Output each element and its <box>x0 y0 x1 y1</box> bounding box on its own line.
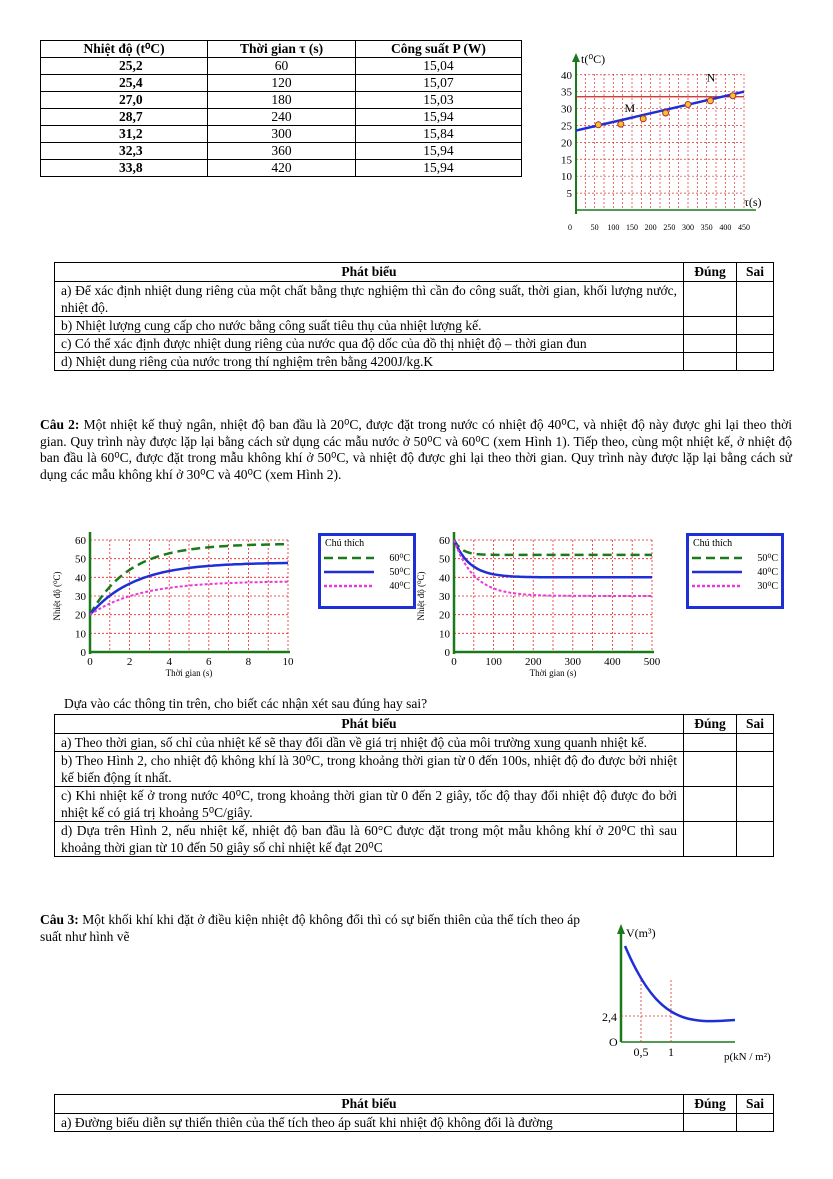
answer-false-cell[interactable] <box>737 282 774 317</box>
table-row <box>55 353 774 371</box>
cell-power: 15,94 <box>355 109 521 126</box>
question-3-text: Một khối khí khi đặt ở điều kiện nhiệt độ không đổi thì có sự biến thiên của thể tích theo áp suất như hình vẽ <box>40 912 580 944</box>
x-tick-label: 450 <box>738 223 750 232</box>
y-tick-label: 30 <box>75 591 86 603</box>
annotation-n: N <box>706 70 716 85</box>
y-axis-label: Nhiệt độ (⁰C) <box>416 571 426 621</box>
question-3 <box>40 912 580 945</box>
answer-true-cell[interactable] <box>684 282 737 317</box>
y-tick-label: 30 <box>561 103 572 116</box>
cell-power: 15,84 <box>355 126 521 143</box>
question-2 <box>40 417 792 483</box>
x-tick-label: 400 <box>719 223 732 232</box>
annotation-m: M <box>624 100 636 115</box>
table-row <box>55 1114 774 1132</box>
table-row <box>41 126 522 143</box>
y-tick-label: 20 <box>561 137 572 150</box>
legend-swatch <box>324 554 374 562</box>
x-tick-label: 200 <box>524 656 542 668</box>
statement-c: c) Có thể xác định được nhiệt dung riêng của nước qua độ dốc của đồ thị nhiệt độ – thời gian đun <box>55 335 684 353</box>
y-tick-label: 2,4 <box>602 1010 617 1024</box>
legend-swatch <box>692 554 742 562</box>
legend-item <box>689 551 781 565</box>
legend-label: 50⁰C <box>757 552 778 564</box>
x-tick-label: 350 <box>700 223 713 232</box>
answer-true-cell[interactable] <box>684 734 737 752</box>
x-axis-label: Thời gian (s) <box>165 668 213 678</box>
cell-time: 240 <box>208 109 356 126</box>
y-tick-label: 5 <box>566 188 572 201</box>
answer-true-cell[interactable] <box>684 1114 737 1132</box>
answer-false-cell[interactable] <box>737 752 774 787</box>
table-row <box>41 92 522 109</box>
isotherm-curve <box>625 946 735 1021</box>
question-2-label: Câu 2: <box>40 417 80 432</box>
data-point <box>663 110 669 116</box>
x-tick-label: 200 <box>644 223 657 232</box>
legend-title: Chú thích <box>325 538 365 549</box>
answer-true-cell[interactable] <box>684 822 737 857</box>
statements-table-1 <box>54 262 774 371</box>
answer-true-cell[interactable] <box>684 335 737 353</box>
answer-false-cell[interactable] <box>737 787 774 822</box>
answer-true-cell[interactable] <box>684 353 737 371</box>
y-tick-label: 15 <box>561 154 572 167</box>
x-tick-label: 0 <box>568 223 572 232</box>
x-tick-label: 6 <box>206 656 212 668</box>
cell-power: 15,94 <box>355 160 521 177</box>
temperature-time-chart <box>548 48 788 238</box>
legend-item <box>321 551 413 565</box>
y-tick-label: 40 <box>75 572 86 585</box>
table-row <box>41 109 522 126</box>
table-row <box>41 58 522 75</box>
table-row <box>41 160 522 177</box>
statements-table-2 <box>54 714 774 857</box>
y-tick-label: 20 <box>75 609 86 622</box>
header-true: Đúng <box>684 1095 737 1114</box>
data-point <box>618 121 624 127</box>
x-tick-label: 8 <box>245 656 252 668</box>
data-point <box>640 116 646 122</box>
cell-time: 300 <box>208 126 356 143</box>
legend-item <box>321 579 413 593</box>
y-axis-label: V(m³) <box>626 926 656 940</box>
legend-label: 30⁰C <box>757 580 778 592</box>
legend-item <box>689 579 781 593</box>
answer-false-cell[interactable] <box>737 353 774 371</box>
x-tick-label: 300 <box>564 656 582 668</box>
y-tick-label: 40 <box>439 572 450 585</box>
y-axis-arrow <box>572 53 580 62</box>
y-tick-label: 50 <box>75 553 86 566</box>
x-tick-label: 0 <box>87 656 93 668</box>
statement-b: b) Theo Hình 2, cho nhiệt độ không khí là 30⁰C, trong khoảng thời gian từ 0 đến 100s, nhiệt độ đo được bởi nhiệt kế biến động ít nhất. <box>55 752 684 787</box>
data-point <box>685 102 691 108</box>
legend-swatch <box>324 568 374 576</box>
header-true: Đúng <box>684 263 737 282</box>
y-tick-label: 0 <box>80 647 86 659</box>
col-header-time: Thời gian τ (s) <box>208 41 356 58</box>
y-axis-label: t(⁰C) <box>581 52 606 66</box>
cell-temp: 25,4 <box>41 75 208 92</box>
y-tick-label: 60 <box>75 535 86 547</box>
x-axis-label: τ(s) <box>744 195 762 209</box>
x-axis-label: Thời gian (s) <box>529 668 577 678</box>
origin-label: O <box>609 1035 618 1049</box>
statement-a: a) Đường biểu diễn sự thiến thiên của thể tích theo áp suất khi nhiệt độ không đổi là đường <box>55 1114 684 1132</box>
legend-label: 50⁰C <box>389 566 410 578</box>
legend-title: Chú thích <box>693 538 733 549</box>
legend-item <box>321 565 413 579</box>
x-tick-label: 100 <box>485 656 502 668</box>
legend-label: 60⁰C <box>389 552 410 564</box>
legend-swatch <box>324 582 374 590</box>
cell-temp: 32,3 <box>41 143 208 160</box>
cell-temp: 31,2 <box>41 126 208 143</box>
y-tick-label: 20 <box>439 609 450 622</box>
answer-false-cell[interactable] <box>737 335 774 353</box>
answer-true-cell[interactable] <box>684 787 737 822</box>
answer-true-cell[interactable] <box>684 752 737 787</box>
x-tick-label: 0 <box>451 656 457 668</box>
table-row <box>55 317 774 335</box>
y-tick-label: 25 <box>561 120 572 133</box>
y-tick-label: 10 <box>75 628 86 641</box>
table-row <box>55 822 774 857</box>
table-row <box>55 282 774 317</box>
cell-temp: 25,2 <box>41 58 208 75</box>
figure-2-legend <box>686 533 784 609</box>
x-tick-label: 300 <box>682 223 694 232</box>
x-tick-label: 250 <box>663 223 676 232</box>
cell-time: 60 <box>208 58 356 75</box>
legend-swatch <box>692 568 742 576</box>
table-row <box>41 143 522 160</box>
x-tick-label: 4 <box>166 656 172 668</box>
statement-d: d) Nhiệt dung riêng của nước trong thí nghiệm trên bằng 4200J/kg.K <box>55 353 684 371</box>
y-tick-label: 0 <box>444 647 450 659</box>
header-statement: Phát biểu <box>55 1095 684 1114</box>
question-2-text: Một nhiệt kế thuỷ ngân, nhiệt độ ban đầu là 20⁰C, được đặt trong nước có nhiệt độ 40⁰C, và nhiệt độ này được ghi lại theo thời gian. Quy trình này được lặp lại bằng cách sử dụng các mẫu nước ở 50⁰C và 60⁰C (xem Hình 1). Tiếp theo, cùng một nhiệt kế, ở nhiệt độ ban đầu là 60⁰C, được đặt trong mẫu không khí ở 50⁰C, và nhiệt độ được ghi lại theo thời gian. Quy trình này được lặp lại bằng cách sử dụng các mẫu không khí ở 30⁰C và 40⁰C (xem Hình 2). <box>40 417 792 482</box>
y-tick-label: 10 <box>439 628 450 641</box>
header-false: Sai <box>737 1095 774 1114</box>
statement-a: a) Để xác định nhiệt dung riêng của một chất bằng thực nghiệm thì cần đo công suất, thời gian, khối lượng nước, nhiệt độ. <box>55 282 684 317</box>
cell-time: 180 <box>208 92 356 109</box>
question-2-prompt: Dựa vào các thông tin trên, cho biết các nhận xét sau đúng hay sai? <box>64 696 428 711</box>
x-axis-label: p(kN / m²) <box>724 1051 771 1063</box>
cell-time: 420 <box>208 160 356 177</box>
y-axis-label: Nhiệt độ (⁰C) <box>52 571 62 621</box>
cell-time: 120 <box>208 75 356 92</box>
x-tick-label: 0,5 <box>633 1045 649 1059</box>
header-false: Sai <box>737 715 774 734</box>
data-point <box>730 93 736 99</box>
data-point <box>707 98 713 104</box>
cell-temp: 28,7 <box>41 109 208 126</box>
x-tick-label: 2 <box>126 656 133 668</box>
table-row <box>55 335 774 353</box>
data-table <box>40 40 522 177</box>
statement-c: c) Khi nhiệt kế ở trong nước 40⁰C, trong khoảng thời gian từ 0 đến 2 giây, tốc độ thay đổi nhiệt độ được đo bởi nhiệt kế có giá trị khoảng 5⁰C/giây. <box>55 787 684 822</box>
header-false: Sai <box>737 263 774 282</box>
cell-temp: 33,8 <box>41 160 208 177</box>
table-row <box>55 787 774 822</box>
data-point <box>595 122 601 128</box>
x-tick-label: 1 <box>668 1045 674 1059</box>
x-tick-label: 400 <box>604 656 621 668</box>
x-tick-label: 500 <box>643 656 661 668</box>
legend-label: 40⁰C <box>757 566 778 578</box>
statement-a: a) Theo thời gian, số chỉ của nhiệt kế sẽ thay đổi dần về giá trị nhiệt độ của môi trường xung quanh nhiệt kế. <box>55 734 684 752</box>
x-tick-label: 50 <box>590 223 599 232</box>
y-tick-label: 40 <box>561 69 572 82</box>
question-3-label: Câu 3: <box>40 912 79 927</box>
answer-false-cell[interactable] <box>737 822 774 857</box>
figure-2-chart <box>412 530 674 686</box>
y-tick-label: 60 <box>439 535 450 547</box>
cell-power: 15,07 <box>355 75 521 92</box>
cell-time: 360 <box>208 143 356 160</box>
x-tick-label: 10 <box>282 656 294 668</box>
statements-table-3 <box>54 1094 774 1132</box>
col-header-power: Công suất P (W) <box>355 41 521 58</box>
figure-1-chart <box>48 530 298 686</box>
x-tick-label: 150 <box>626 223 638 232</box>
statement-d: d) Dựa trên Hình 2, nếu nhiệt kế, nhiệt độ ban đầu là 60°C được đặt trong một mẫu không khí ở 20⁰C thì sau khoảng thời gian từ 10 đến 50 giây số chỉ nhiệt kế đạt 20⁰C <box>55 822 684 857</box>
header-statement: Phát biểu <box>55 715 684 734</box>
y-tick-label: 30 <box>439 591 450 603</box>
cell-power: 15,04 <box>355 58 521 75</box>
y-tick-label: 35 <box>561 86 572 99</box>
table-row <box>41 75 522 92</box>
cell-power: 15,94 <box>355 143 521 160</box>
answer-false-cell[interactable] <box>737 734 774 752</box>
volume-pressure-chart <box>585 918 790 1070</box>
answer-true-cell[interactable] <box>684 317 737 335</box>
statement-b: b) Nhiệt lượng cung cấp cho nước bằng công suất tiêu thụ của nhiệt lượng kế. <box>55 317 684 335</box>
legend-item <box>689 565 781 579</box>
cell-temp: 27,0 <box>41 92 208 109</box>
cell-power: 15,03 <box>355 92 521 109</box>
table-row <box>55 752 774 787</box>
answer-false-cell[interactable] <box>737 317 774 335</box>
table-row <box>55 734 774 752</box>
y-tick-label: 10 <box>561 171 572 184</box>
answer-false-cell[interactable] <box>737 1114 774 1132</box>
figure-1-legend <box>318 533 416 609</box>
header-true: Đúng <box>684 715 737 734</box>
x-tick-label: 100 <box>607 223 620 232</box>
legend-label: 40⁰C <box>389 580 410 592</box>
y-tick-label: 50 <box>439 553 450 566</box>
legend-swatch <box>692 582 742 590</box>
col-header-temperature: Nhiệt độ (t⁰C) <box>41 41 208 58</box>
header-statement: Phát biểu <box>55 263 684 282</box>
y-axis-arrow <box>617 924 625 934</box>
